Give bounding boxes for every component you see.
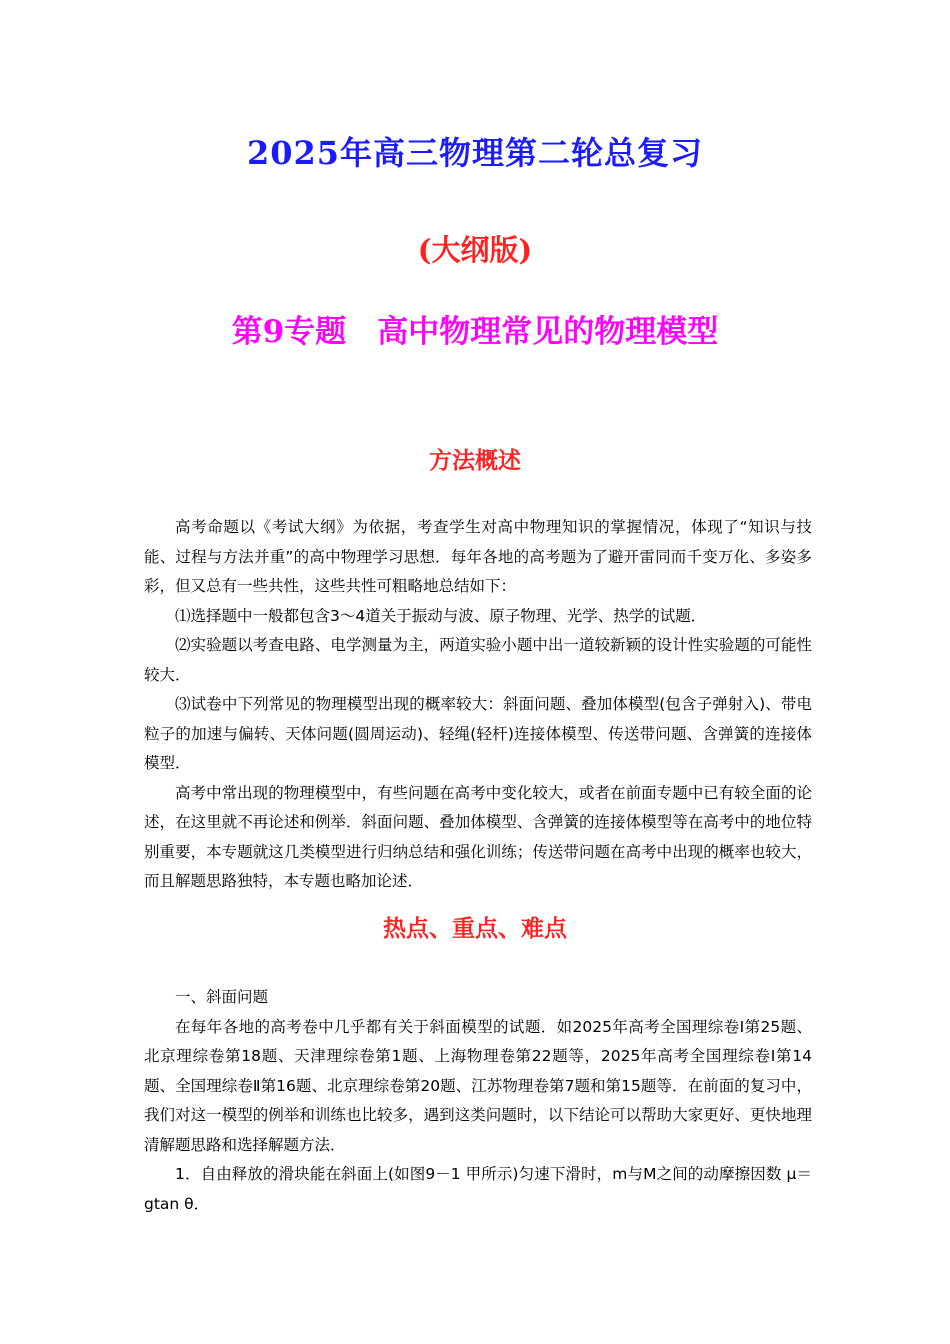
- hot-points-body: [144, 983, 812, 1219]
- paragraph: 高考命题以《考试大纲》为依据，考查学生对高中物理知识的掌握情况，体现了“知识与技能、过程与方法并重”的高中物理学习思想．每年各地的高考题为了避开雷同而千变万化、多姿多彩，但又总有一些共性，这些共性可粗略地总结如下：: [144, 518, 812, 595]
- method-overview-body: [144, 513, 812, 897]
- section-heading-hot-points: 热点、重点、难点: [383, 915, 567, 942]
- document-title: 2025年高三物理第二轮总复习: [246, 134, 704, 172]
- subsection-title: 一、斜面问题: [175, 988, 269, 1006]
- paragraph: 在每年各地的高考卷中几乎都有关于斜面模型的试题．如2025年高考全国理综卷Ⅰ第25题、北京理综卷第18题、天津理综卷第1题、上海物理卷第22题等，2025年高考全国理综卷Ⅰ第14题、全国理综卷Ⅱ第16题、北京理综卷第20题、江苏物理卷第7题和第15题等．在前面的复习中，我们对这一模型的例举和训练也比较多，遇到这类问题时，以下结论可以帮助大家更好、更快地理清解题思路和选择解题方法．: [144, 1017, 812, 1154]
- paragraph: ⑴选择题中一般都包含3～4道关于振动与波、原子物理、光学、热学的试题．: [175, 606, 707, 625]
- paragraph: 高考中常出现的物理模型中，有些问题在高考中变化较大，或者在前面专题中已有较全面的论述，在这里就不再论述和例举．斜面问题、叠加体模型、含弹簧的连接体模型等在高考中的地位特别重要，本专题就这几类模型进行归纳总结和强化训练；传送带问题在高考中出现的概率也较大，而且解题思路独特，本专题也略加论述．: [144, 783, 812, 890]
- paragraph: ⑵实验题以考查电路、电学测量为主，两道实验小题中出一道较新颖的设计性实验题的可能性较大．: [144, 636, 812, 684]
- section-heading-method-overview: 方法概述: [429, 447, 521, 474]
- paragraph: ⑶试卷中下列常见的物理模型出现的概率较大：斜面问题、叠加体模型(包含子弹射入)、带电粒子的加速与偏转、天体问题(圆周运动)、轻绳(轻杆)连接体模型、传送带问题、含弹簧的连接体模型．: [144, 695, 812, 772]
- document-subtitle: (大纲版): [417, 233, 533, 267]
- paragraph: 1．自由释放的滑块能在斜面上(如图9－1 甲所示)匀速下滑时，m与M之间的动摩擦因数 μ＝gtan θ．: [144, 1165, 812, 1213]
- topic-title: 第9专题 高中物理常见的物理模型: [231, 314, 719, 350]
